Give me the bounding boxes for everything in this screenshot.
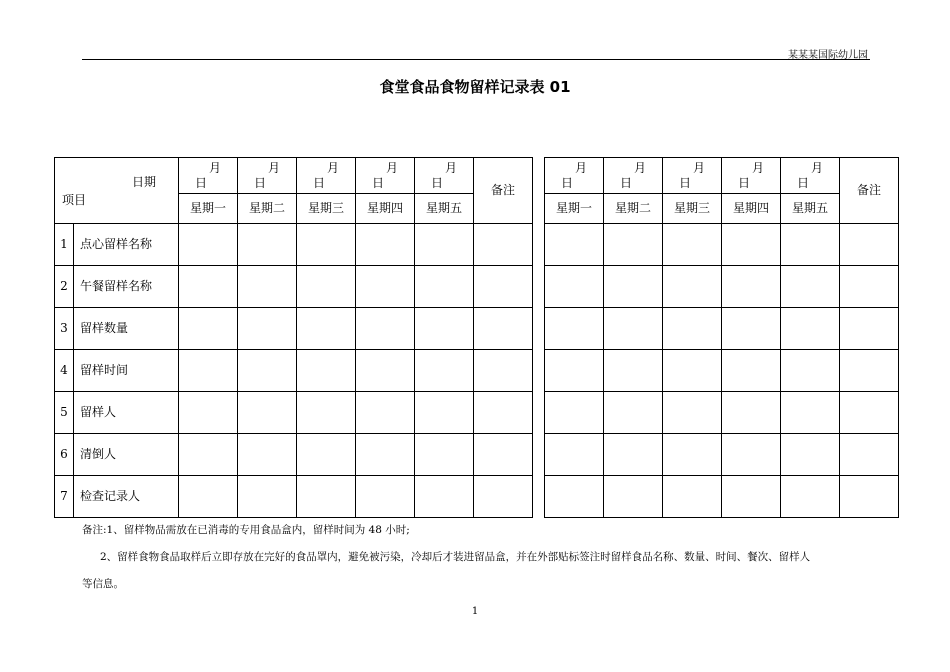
- organization-name: 某某某国际幼儿园: [788, 50, 868, 61]
- entry-cell[interactable]: [604, 308, 663, 350]
- column-separator: [533, 392, 545, 434]
- date-cell[interactable]: 月 日: [356, 158, 415, 194]
- document-title: 食堂食品食物留样记录表 01: [379, 78, 571, 96]
- entry-cell[interactable]: [238, 266, 297, 308]
- column-separator: [533, 158, 545, 224]
- page-number: 1: [471, 606, 479, 617]
- entry-cell[interactable]: [238, 224, 297, 266]
- table-row: [55, 224, 899, 266]
- column-separator: [533, 350, 545, 392]
- remark-cell[interactable]: [474, 308, 533, 350]
- entry-cell[interactable]: [781, 224, 840, 266]
- row-number: 2: [55, 266, 74, 308]
- entry-cell[interactable]: [179, 392, 238, 434]
- date-cell[interactable]: 月 日: [297, 158, 356, 194]
- sample-record-table: [54, 157, 899, 518]
- weekday-header: 星期四: [722, 194, 781, 224]
- entry-cell[interactable]: [545, 392, 604, 434]
- entry-cell[interactable]: [297, 308, 356, 350]
- column-separator: [533, 308, 545, 350]
- entry-cell[interactable]: [663, 266, 722, 308]
- column-separator: [533, 476, 545, 518]
- entry-cell[interactable]: [179, 224, 238, 266]
- table-row: [55, 308, 899, 350]
- entry-cell[interactable]: [663, 308, 722, 350]
- entry-cell[interactable]: [663, 350, 722, 392]
- table-row: [55, 350, 899, 392]
- entry-cell[interactable]: [545, 350, 604, 392]
- column-separator: [533, 224, 545, 266]
- entry-cell[interactable]: [297, 476, 356, 518]
- remark-cell[interactable]: [474, 392, 533, 434]
- remark-header: 备注: [840, 158, 899, 224]
- entry-cell[interactable]: [297, 434, 356, 476]
- weekday-header: 星期一: [545, 194, 604, 224]
- remark-cell[interactable]: [474, 224, 533, 266]
- remark-cell[interactable]: [474, 434, 533, 476]
- entry-cell[interactable]: [545, 476, 604, 518]
- entry-cell[interactable]: [356, 224, 415, 266]
- entry-cell[interactable]: [356, 266, 415, 308]
- weekday-header: 星期二: [238, 194, 297, 224]
- entry-cell[interactable]: [356, 392, 415, 434]
- remark-cell[interactable]: [840, 476, 899, 518]
- row-label: 清倒人: [74, 434, 179, 476]
- weekday-header: 星期二: [604, 194, 663, 224]
- entry-cell[interactable]: [722, 224, 781, 266]
- date-cell[interactable]: 月 日: [604, 158, 663, 194]
- entry-cell[interactable]: [356, 476, 415, 518]
- entry-cell[interactable]: [663, 434, 722, 476]
- entry-cell[interactable]: [781, 308, 840, 350]
- entry-cell[interactable]: [722, 392, 781, 434]
- entry-cell[interactable]: [722, 350, 781, 392]
- remark-cell[interactable]: [474, 266, 533, 308]
- remark-cell[interactable]: [840, 308, 899, 350]
- remark-cell[interactable]: [840, 350, 899, 392]
- corner-item-label: 项目: [62, 193, 87, 207]
- entry-cell[interactable]: [604, 224, 663, 266]
- entry-cell[interactable]: [781, 350, 840, 392]
- entry-cell[interactable]: [415, 350, 474, 392]
- entry-cell[interactable]: [415, 308, 474, 350]
- entry-cell[interactable]: [356, 308, 415, 350]
- row-number: 7: [55, 476, 74, 518]
- entry-cell[interactable]: [415, 392, 474, 434]
- entry-cell[interactable]: [415, 476, 474, 518]
- entry-cell[interactable]: [179, 434, 238, 476]
- entry-cell[interactable]: [356, 350, 415, 392]
- row-label: 留样人: [74, 392, 179, 434]
- remark-cell[interactable]: [474, 476, 533, 518]
- entry-cell[interactable]: [781, 476, 840, 518]
- date-cell[interactable]: 月 日: [663, 158, 722, 194]
- corner-header-cell: [55, 158, 179, 224]
- entry-cell[interactable]: [238, 392, 297, 434]
- note-line-1: 备注:1、留样物品需放在已消毒的专用食品盒内，留样时间为 48 小时;: [82, 524, 410, 536]
- entry-cell[interactable]: [545, 266, 604, 308]
- entry-cell[interactable]: [356, 434, 415, 476]
- date-cell[interactable]: 月 日: [415, 158, 474, 194]
- entry-cell[interactable]: [238, 434, 297, 476]
- row-number: 5: [55, 392, 74, 434]
- entry-cell[interactable]: [545, 308, 604, 350]
- entry-cell[interactable]: [663, 476, 722, 518]
- row-label: 检查记录人: [74, 476, 179, 518]
- note-line-2: 2、留样食物食品取样后立即存放在完好的食品罩内，避免被污染，冷却后才装进留品盒，并在外部贴标签注时留样食品名称、数量、时间、餐次、留样人: [100, 551, 811, 563]
- weekday-header: 星期五: [781, 194, 840, 224]
- entry-cell[interactable]: [238, 350, 297, 392]
- weekday-header: 星期三: [297, 194, 356, 224]
- entry-cell[interactable]: [722, 434, 781, 476]
- row-number: 4: [55, 350, 74, 392]
- row-number: 6: [55, 434, 74, 476]
- entry-cell[interactable]: [297, 266, 356, 308]
- weekday-header: 星期一: [179, 194, 238, 224]
- table-row: [55, 434, 899, 476]
- entry-cell[interactable]: [604, 266, 663, 308]
- entry-cell[interactable]: [604, 434, 663, 476]
- notes-section: [82, 517, 882, 598]
- entry-cell[interactable]: [604, 392, 663, 434]
- weekday-header: 星期五: [415, 194, 474, 224]
- date-cell[interactable]: 月 日: [238, 158, 297, 194]
- entry-cell[interactable]: [722, 266, 781, 308]
- row-label: 点心留样名称: [74, 224, 179, 266]
- entry-cell[interactable]: [781, 434, 840, 476]
- entry-cell[interactable]: [415, 266, 474, 308]
- note-line-3: 等信息。: [82, 578, 124, 590]
- remark-cell[interactable]: [840, 434, 899, 476]
- entry-cell[interactable]: [415, 434, 474, 476]
- corner-date-label: 日期: [131, 175, 156, 189]
- entry-cell[interactable]: [663, 224, 722, 266]
- entry-cell[interactable]: [297, 392, 356, 434]
- entry-cell[interactable]: [781, 392, 840, 434]
- row-label: 留样数量: [74, 308, 179, 350]
- remark-header: 备注: [474, 158, 533, 224]
- entry-cell[interactable]: [781, 266, 840, 308]
- entry-cell[interactable]: [179, 476, 238, 518]
- entry-cell[interactable]: [415, 224, 474, 266]
- entry-cell[interactable]: [604, 476, 663, 518]
- entry-cell[interactable]: [545, 224, 604, 266]
- row-number: 3: [55, 308, 74, 350]
- weekday-header: 星期三: [663, 194, 722, 224]
- table-row: [55, 266, 899, 308]
- entry-cell[interactable]: [297, 350, 356, 392]
- entry-cell[interactable]: [604, 350, 663, 392]
- entry-cell[interactable]: [179, 266, 238, 308]
- entry-cell[interactable]: [545, 434, 604, 476]
- entry-cell[interactable]: [722, 308, 781, 350]
- entry-cell[interactable]: [722, 476, 781, 518]
- weekday-header: 星期四: [356, 194, 415, 224]
- remark-cell[interactable]: [840, 392, 899, 434]
- entry-cell[interactable]: [663, 392, 722, 434]
- row-number: 1: [55, 224, 74, 266]
- column-separator: [533, 434, 545, 476]
- date-cell[interactable]: 月 日: [722, 158, 781, 194]
- remark-cell[interactable]: [474, 350, 533, 392]
- row-label: 留样时间: [74, 350, 179, 392]
- entry-cell[interactable]: [238, 476, 297, 518]
- entry-cell[interactable]: [238, 308, 297, 350]
- date-cell[interactable]: 月 日: [545, 158, 604, 194]
- column-separator: [533, 266, 545, 308]
- entry-cell[interactable]: [179, 350, 238, 392]
- date-cell[interactable]: 月 日: [179, 158, 238, 194]
- remark-cell[interactable]: [840, 266, 899, 308]
- date-cell[interactable]: 月 日: [781, 158, 840, 194]
- table-row: [55, 476, 899, 518]
- header-divider: [82, 59, 870, 60]
- remark-cell[interactable]: [840, 224, 899, 266]
- entry-cell[interactable]: [179, 308, 238, 350]
- row-label: 午餐留样名称: [74, 266, 179, 308]
- table-row: [55, 392, 899, 434]
- entry-cell[interactable]: [297, 224, 356, 266]
